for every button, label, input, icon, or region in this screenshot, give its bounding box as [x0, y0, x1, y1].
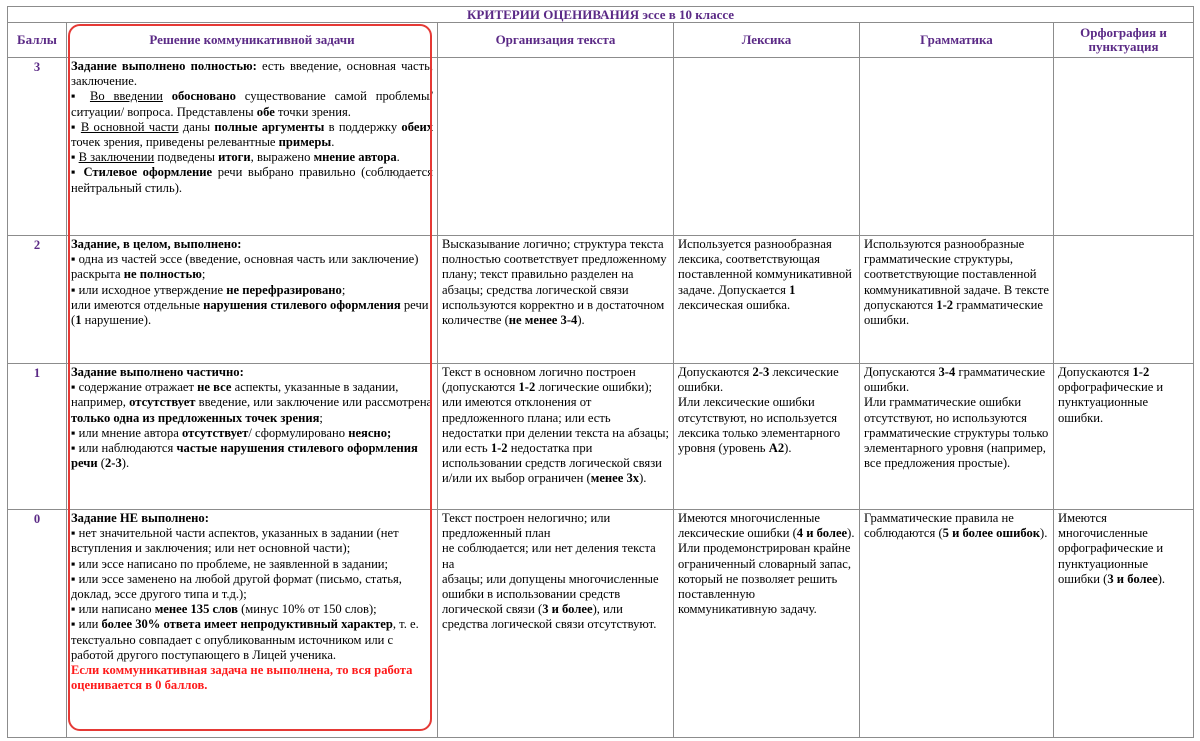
- criteria-table: [7, 6, 1194, 738]
- header-score: Баллы: [8, 23, 67, 58]
- organization-cell: Высказывание логично; структура текста полностью соответствует предложенному плану; текст правильно разделен на абзацы; средства логической связи используются корректно и в достаточном количестве (не менее 3-4).: [438, 236, 674, 364]
- table-row: [8, 236, 1194, 364]
- score-cell: 3: [8, 58, 67, 236]
- spelling-cell: Имеются многочисленные орфографические и пунктуационные ошибки (3 и более).: [1054, 510, 1194, 738]
- table-title: КРИТЕРИИ ОЦЕНИВАНИЯ эссе в 10 классе: [8, 7, 1194, 23]
- header-lexis: Лексика: [674, 23, 860, 58]
- header-spelling: Орфография и пунктуация: [1054, 23, 1194, 58]
- header-grammar: Грамматика: [860, 23, 1054, 58]
- lexis-cell: Используется разнообразная лексика, соответствующая поставленной коммуникативной задаче. Допускается 1 лексическая ошибка.: [674, 236, 860, 364]
- spelling-cell: Допускаются 1-2 орфографические и пунктуационные ошибки.: [1054, 364, 1194, 510]
- organization-cell: Текст построен нелогично; или предложенный план не соблюдается; или нет деления текста на абзацы; или допущены многочисленные ошибки в использовании средств логической связи (3 и более), или средства логической связи отсутствуют.: [438, 510, 674, 738]
- grammar-cell: [860, 58, 1054, 236]
- spelling-cell: [1054, 58, 1194, 236]
- spelling-cell: [1054, 236, 1194, 364]
- header-row: [8, 23, 1194, 58]
- task-cell: Задание выполнено частично: ▪ содержание отражает не все аспекты, указанные в задании, например, отсутствует введение, или заключение или рассмотрена только одна из предложенных точек зрения; ▪ или мнение автора отсутствует/ сформулировано неясно; ▪ или наблюдаются частые нарушения стилевого оформления речи (2-3).: [67, 364, 438, 510]
- score-cell: 2: [8, 236, 67, 364]
- task-cell: Задание выполнено полностью: есть введение, основная часть, заключение. ▪ Во введении обосновано существование самой проблемы/ ситуации/ вопроса. Представлены обе точки зрения. ▪ В основной части даны полные аргументы в поддержку обеих точек зрения, приведены релевантные примеры. ▪ В заключении подведены итоги, выражено мнение автора. ▪ Стилевое оформление речи выбрано правильно (соблюдается нейтральный стиль).: [67, 58, 438, 236]
- title-row: [8, 7, 1194, 23]
- header-organization: Организация текста: [438, 23, 674, 58]
- score-cell: 0: [8, 510, 67, 738]
- task-cell: Задание НЕ выполнено: ▪ нет значительной части аспектов, указанных в задании (нет вступления и заключения; или нет основной части); ▪ или эссе написано по проблеме, не заявленной в задании; ▪ или эссе заменено на любой другой формат (письмо, статья, доклад, эссе другого типа и т.д.); ▪ или написано менее 135 слов (минус 10% от 150 слов); ▪ или более 30% ответа имеет непродуктивный характер, т. е. текстуально совпадает с опубликованным источником или с работой другого поступающего в Лицей ученика. Если коммуникативная задача не выполнена, то вся работа оценивается в 0 баллов.: [67, 510, 438, 738]
- table-row: [8, 364, 1194, 510]
- lexis-cell: [674, 58, 860, 236]
- lexis-cell: Допускаются 2-3 лексические ошибки. Или лексические ошибки отсутствуют, но используется лексика только элементарного уровня (уровень А2).: [674, 364, 860, 510]
- score-cell: 1: [8, 364, 67, 510]
- table-row: [8, 510, 1194, 738]
- organization-cell: Текст в основном логично построен (допускаются 1-2 логические ошибки); или имеются отклонения от предложенного плана; или есть недостатки при делении текста на абзацы; или есть 1-2 недостатка при использовании средств логической связи и/или их выбор ограничен (менее 3х).: [438, 364, 674, 510]
- grammar-cell: Грамматические правила не соблюдаются (5 и более ошибок).: [860, 510, 1054, 738]
- zero-score-warning: Если коммуникативная задача не выполнена, то вся работа оценивается в 0 баллов.: [71, 663, 413, 693]
- criteria-page: [7, 6, 1193, 738]
- grammar-cell: Допускаются 3-4 грамматические ошибки. Или грамматические ошибки отсутствуют, но используются грамматические структуры только элементарного уровня (например, все предложения простые).: [860, 364, 1054, 510]
- grammar-cell: Используются разнообразные грамматические структуры, соответствующие поставленной коммуникативной задаче. В тексте допускаются 1-2 грамматические ошибки.: [860, 236, 1054, 364]
- table-row: [8, 58, 1194, 236]
- task-cell: Задание, в целом, выполнено: ▪ одна из частей эссе (введение, основная часть или заключение) раскрыта не полностью; ▪ или исходное утверждение не перефразировано; или имеются отдельные нарушения стилевого оформления речи (1 нарушение).: [67, 236, 438, 364]
- organization-cell: [438, 58, 674, 236]
- lexis-cell: Имеются многочисленные лексические ошибки (4 и более). Или продемонстрирован крайне ограниченный словарный запас, который не позволяет решить поставленную коммуникативную задачу.: [674, 510, 860, 738]
- header-task: Решение коммуникативной задачи: [67, 23, 438, 58]
